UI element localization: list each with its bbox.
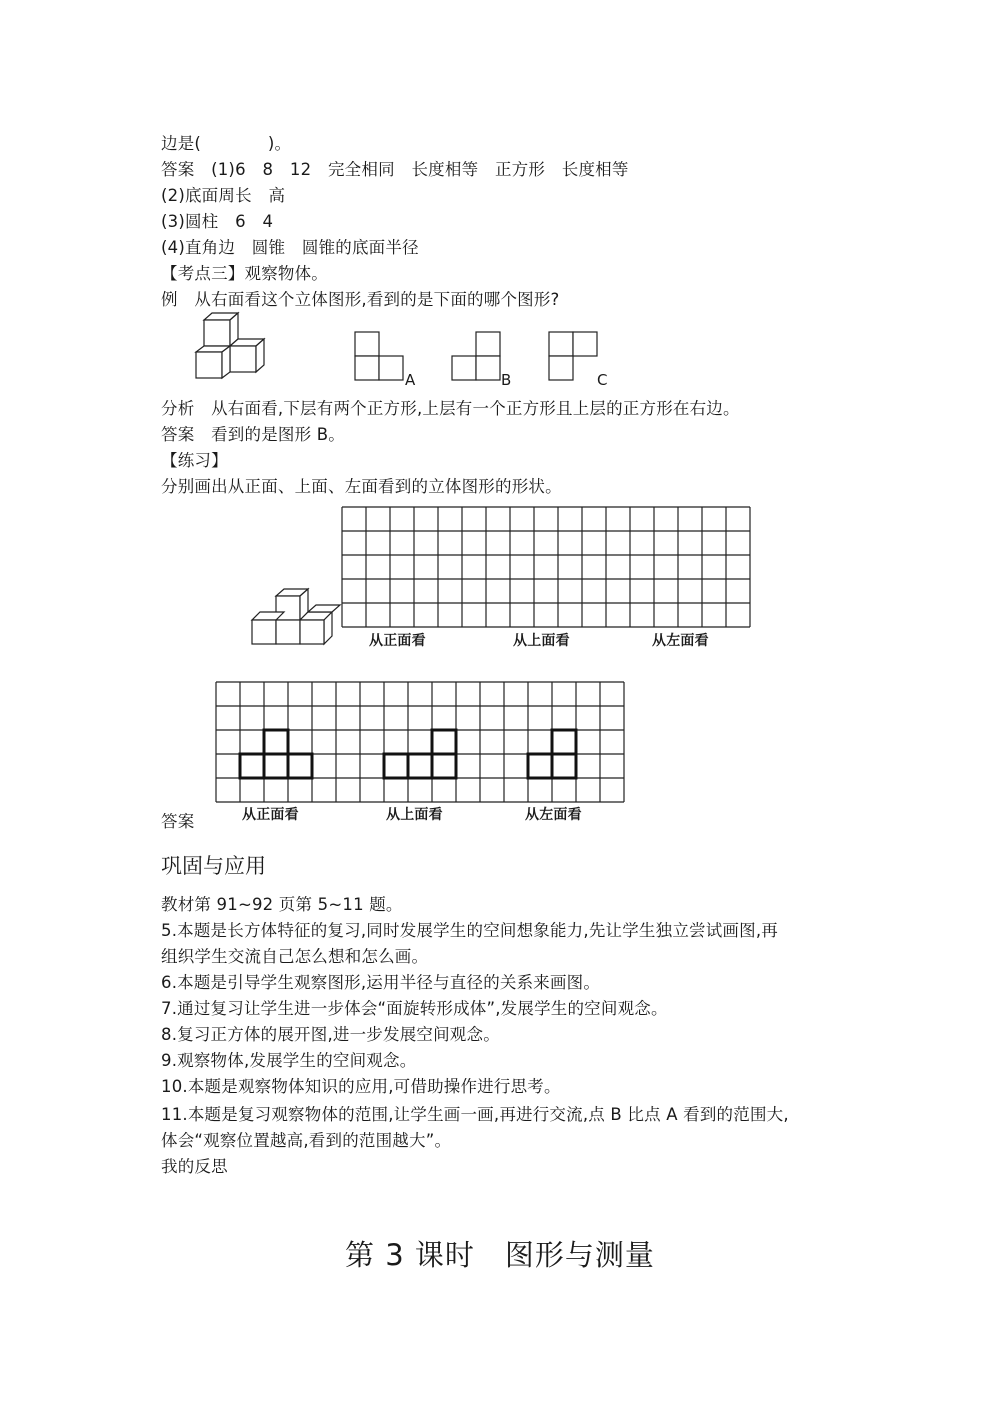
- practice-grid: [342, 507, 748, 627]
- section-item: 11.本题是复习观察物体的范围,让学生画一画,再进行交流,点 B 比点 A 看到的范围大,: [161, 1105, 789, 1124]
- option-b-figure: [452, 332, 502, 380]
- answer-label-left: 从左面看: [525, 807, 582, 823]
- option-b-label: B: [501, 371, 512, 389]
- practice-label-front: 从正面看: [369, 633, 426, 649]
- section-item: 5.本题是长方体特征的复习,同时发展学生的空间想象能力,先让学生独立尝试画图,再: [161, 921, 778, 940]
- answer-line: (2)底面周长 高: [161, 186, 286, 205]
- lesson-title: 第 3 课时 图形与测量: [345, 1238, 655, 1272]
- option-c-figure: [549, 332, 599, 380]
- answer-label-front: 从正面看: [242, 807, 299, 823]
- practice-label-top: 从上面看: [513, 633, 570, 649]
- section-item: 10.本题是观察物体知识的应用,可借助操作进行思考。: [161, 1077, 561, 1096]
- section-item: 教材第 91~92 页第 5~11 题。: [161, 895, 403, 914]
- section-item: 6.本题是引导学生观察图形,运用半径与直径的关系来画图。: [161, 973, 601, 992]
- text-line: 边是( )。: [161, 134, 292, 153]
- practice-question: 分别画出从正面、上面、左面看到的立体图形的形状。: [161, 477, 562, 496]
- analysis-text: 分析 从右面看,下层有两个正方形,上层有一个正方形且上层的正方形在右边。: [161, 399, 740, 418]
- answer-text: 答案 看到的是图形 B。: [161, 425, 345, 444]
- answer-line: (4)直角边 圆锥 圆锥的底面半径: [161, 238, 419, 257]
- section-item: 我的反思: [161, 1157, 228, 1176]
- option-c-label: C: [597, 371, 608, 389]
- option-a-figure: [355, 332, 405, 380]
- example-question: 例 从右面看这个立体图形,看到的是下面的哪个图形?: [161, 290, 560, 309]
- answer-line: (3)圆柱 6 4: [161, 212, 274, 231]
- answer-line: 答案 (1)6 8 12 完全相同 长度相等 正方形 长度相等: [161, 160, 629, 179]
- answer-label: 答案: [161, 812, 195, 831]
- answer-grid: [216, 682, 622, 802]
- practice-label-left: 从左面看: [652, 633, 709, 649]
- topic-heading: 【考点三】观察物体。: [161, 264, 328, 283]
- option-a-label: A: [405, 371, 416, 389]
- section-title: 巩固与应用: [161, 854, 266, 878]
- answer-label-top: 从上面看: [386, 807, 443, 823]
- section-item: 组织学生交流自己怎么想和怎么画。: [161, 947, 429, 966]
- section-item: 体会“观察位置越高,看到的范围越大”。: [161, 1131, 452, 1150]
- section-item: 9.观察物体,发展学生的空间观念。: [161, 1051, 417, 1070]
- practice-solid-figure: [252, 588, 347, 648]
- section-item: 7.通过复习让学生进一步体会“面旋转形成体”,发展学生的空间观念。: [161, 999, 668, 1018]
- practice-heading: 【练习】: [161, 451, 228, 470]
- section-item: 8.复习正方体的展开图,进一步发展空间观念。: [161, 1025, 500, 1044]
- example-solid-figure: [190, 312, 270, 382]
